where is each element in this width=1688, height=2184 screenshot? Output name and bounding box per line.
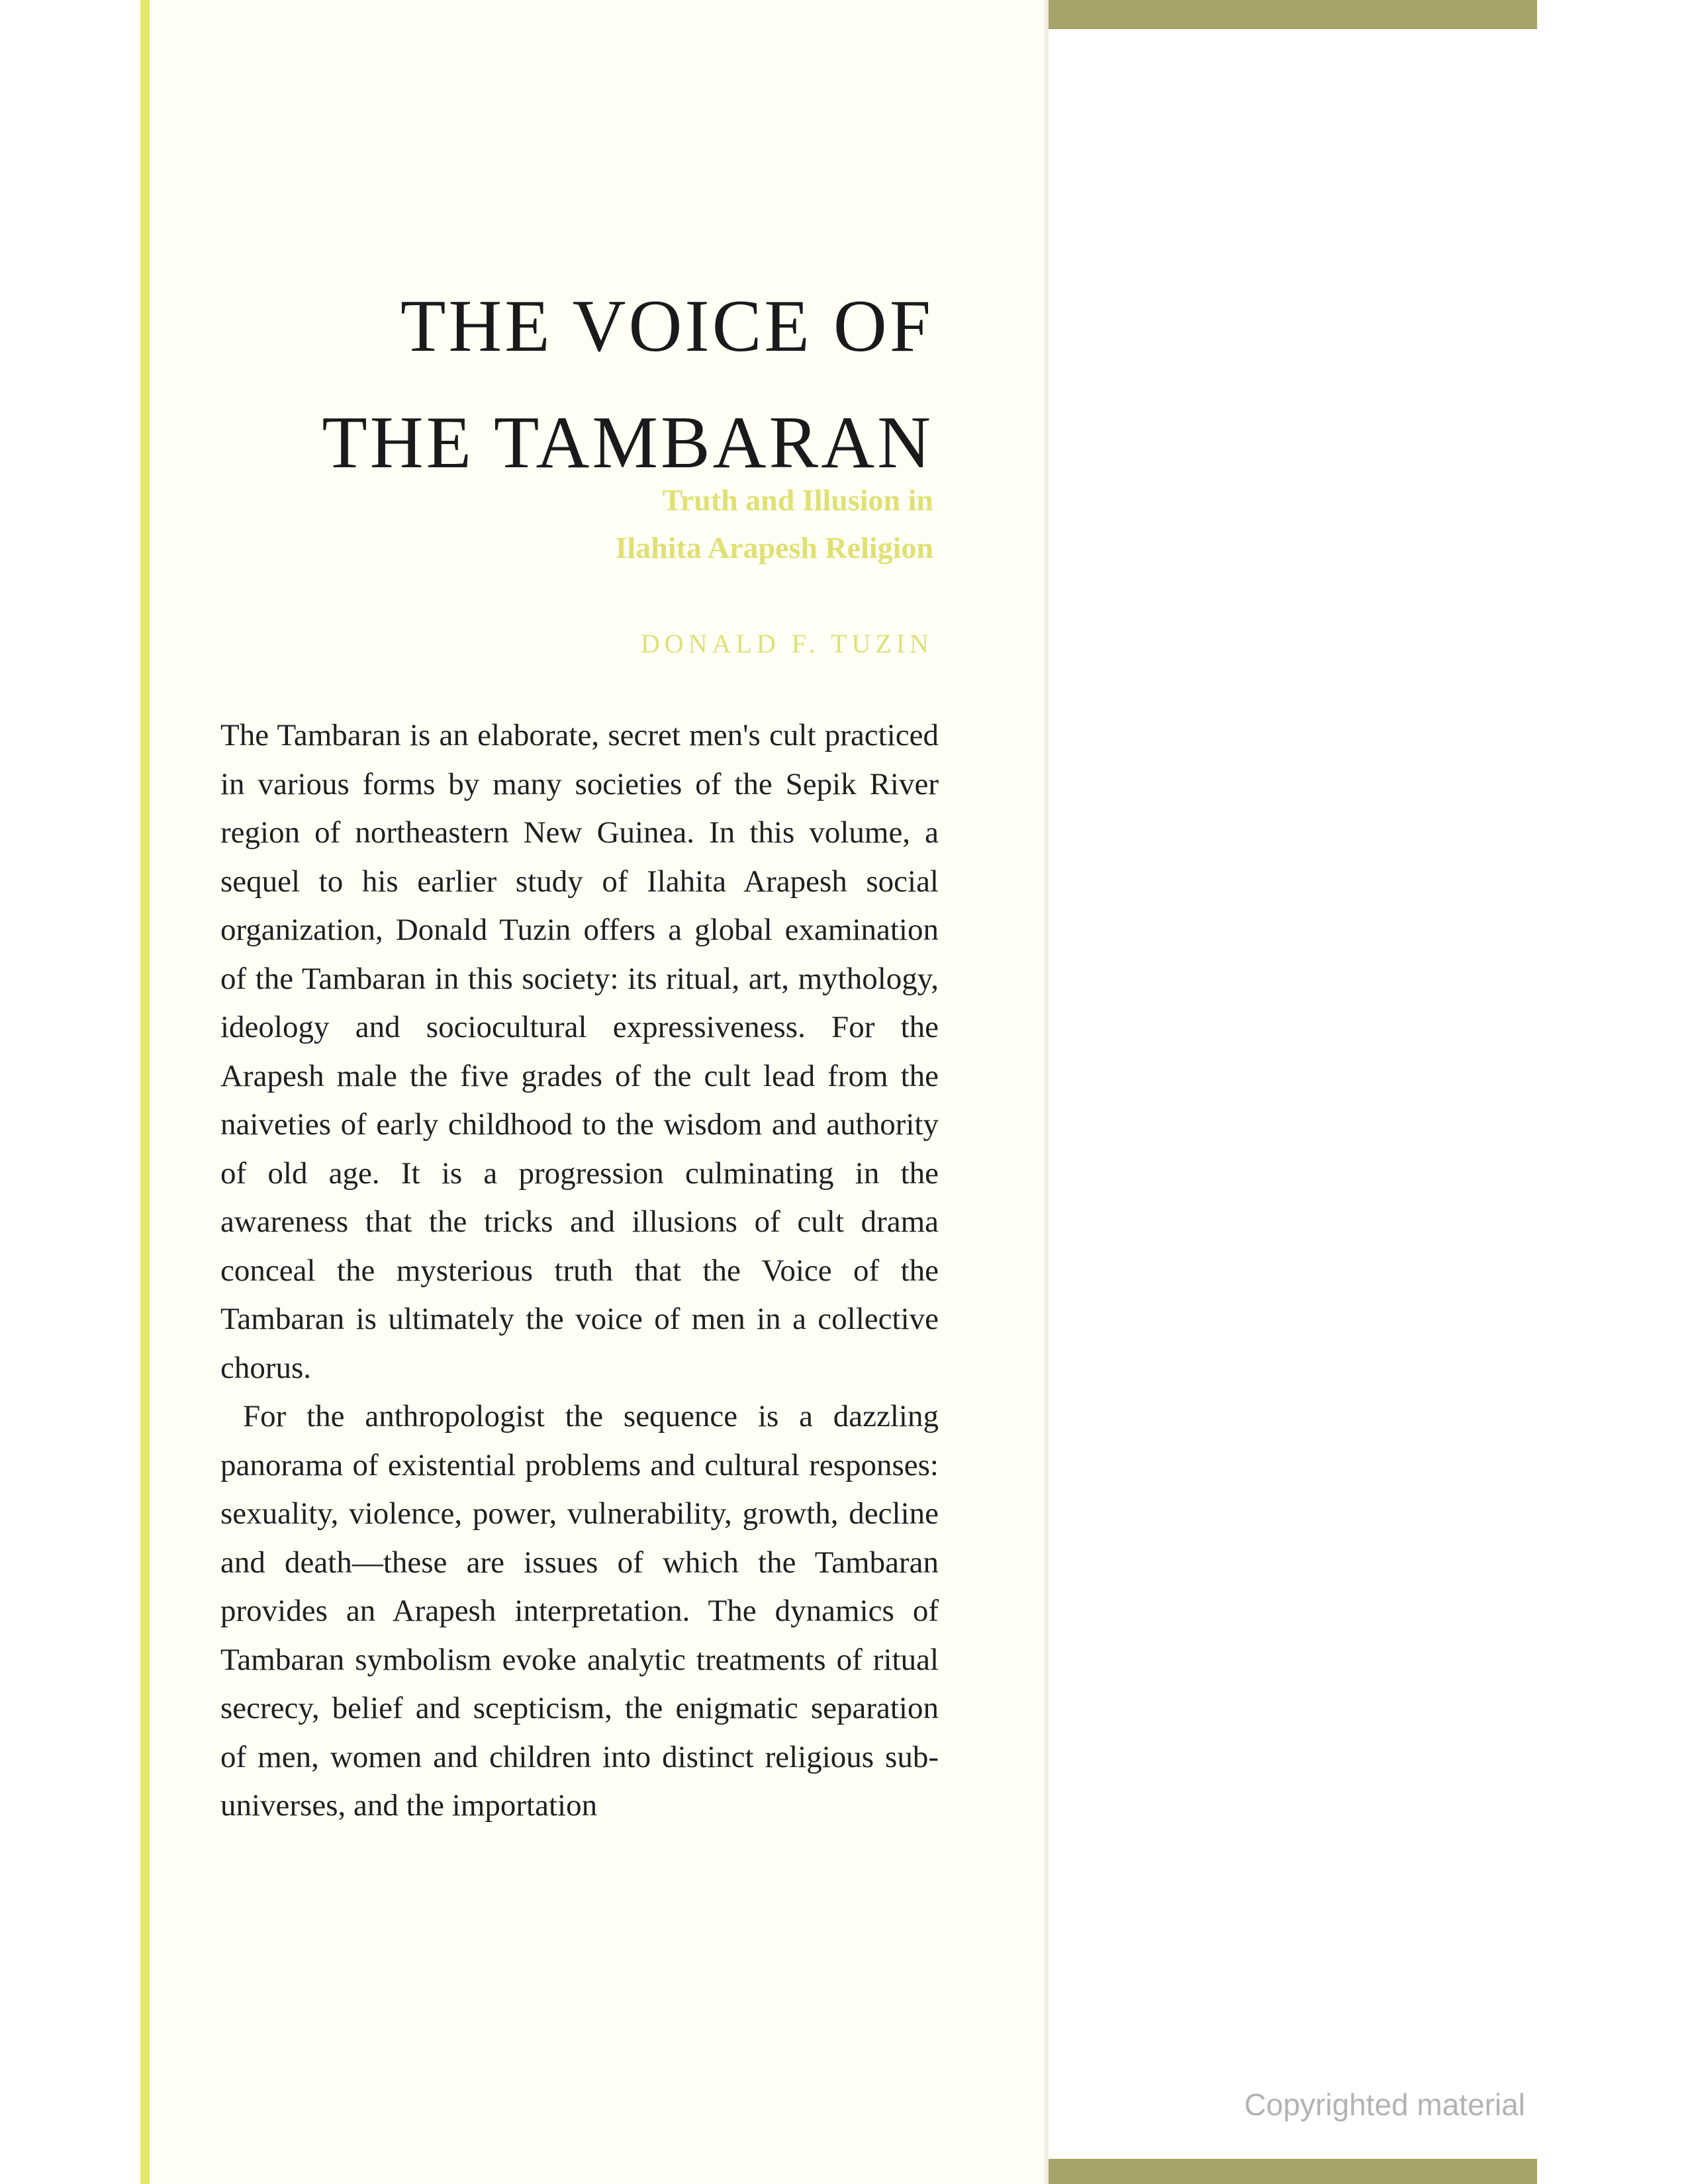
flap-paragraph-2: For the anthropologist the sequence is a dazzling panorama of existential problems and cultural responses: sexuality, violence, power, vulnerability, growth, decline and death—these are issues of which the Tambaran provides an Arapesh interpretation. The dynamics of Tambaran symbolism evoke analytic treatments of ritual secrecy, belief and scepticism, the enigmatic separation of men, women and children into distinct religious sub-universes, and the importation — [220, 1399, 939, 1823]
copyright-watermark: Copyrighted material — [1244, 2087, 1525, 2122]
jacket-spine-edge — [140, 0, 150, 2184]
flap-description — [220, 711, 939, 1831]
book-title — [199, 268, 933, 501]
right-page-margin — [1537, 0, 1688, 2184]
cover-bottom-band — [1049, 2159, 1537, 2184]
book-subtitle — [397, 477, 933, 572]
left-page-margin — [0, 0, 140, 2184]
book-title-line-1: THE VOICE OF — [400, 285, 933, 367]
cover-top-band — [1049, 0, 1537, 29]
book-subtitle-line-1: Truth and Illusion in — [662, 483, 933, 517]
book-subtitle-line-2: Ilahita Arapesh Religion — [615, 531, 933, 565]
book-title-line-2: THE TAMBARAN — [322, 402, 933, 484]
flap-paragraph-1: The Tambaran is an elaborate, secret men's cult practiced in various forms by many societies of the Sepik River region of northeastern New Guinea. In this volume, a sequel to his earlier study of Ilahita Arapesh social organization, Donald Tuzin offers a global examination of the Tambaran in this society: its ritual, art, mythology, ideology and sociocultural expressiveness. For the Arapesh male the five grades of the cult lead from the naiveties of early childhood to the wisdom and authority of old age. It is a progression culminating in the awareness that the tricks and illusions of cult drama conceal the mysterious truth that the Voice of the Tambaran is ultimately the voice of men in a collective chorus. — [220, 718, 939, 1385]
book-board — [1049, 0, 1537, 2184]
book-author: DONALD F. TUZIN — [640, 629, 933, 659]
